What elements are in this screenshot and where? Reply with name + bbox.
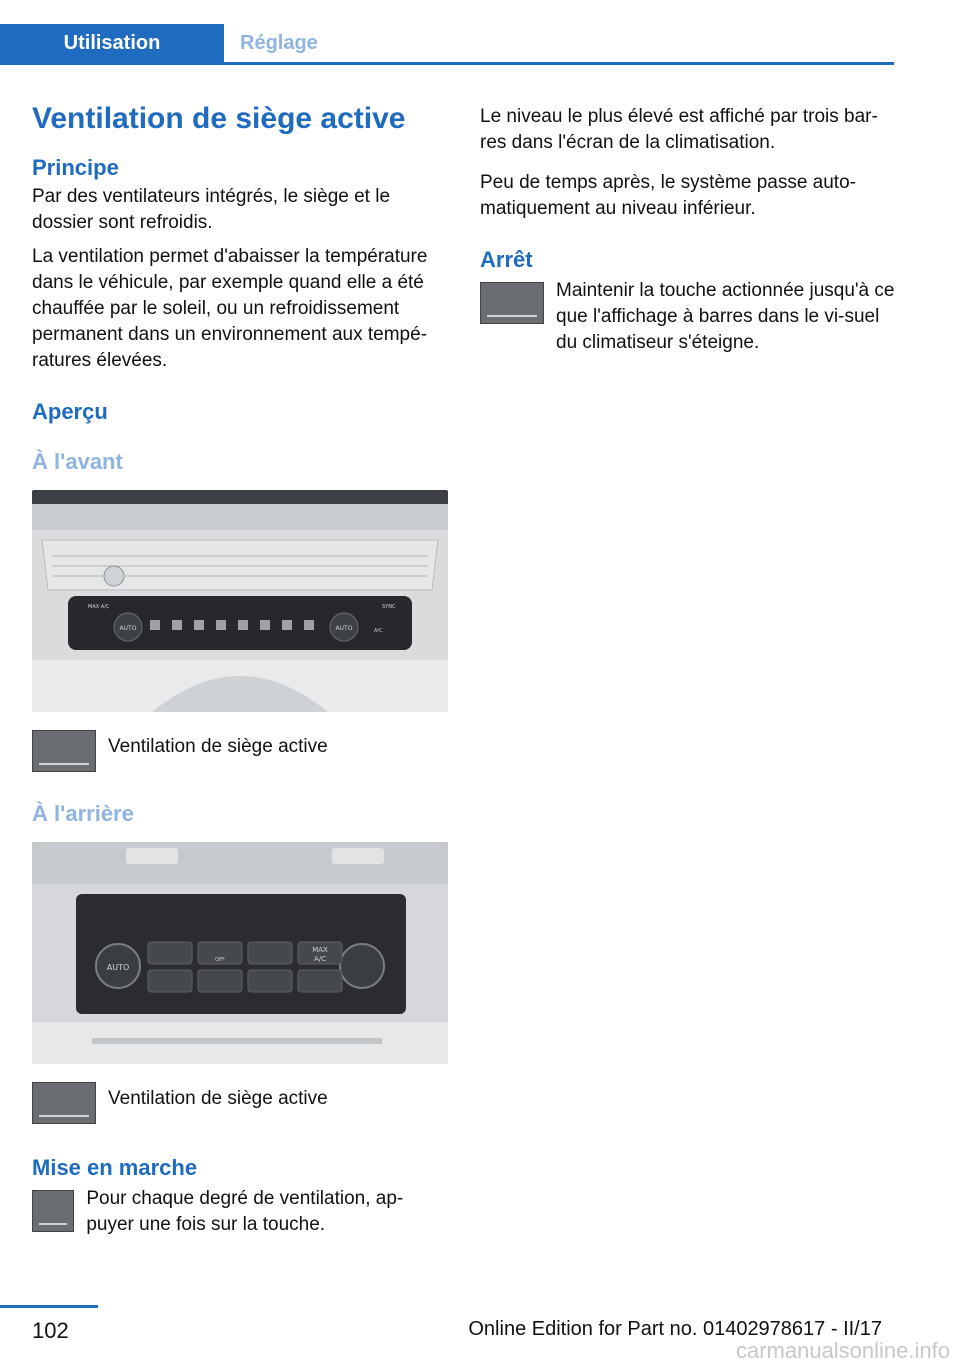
front-auto-left-label: AUTO	[119, 625, 137, 632]
seat-ventilation-icon	[32, 730, 96, 772]
arriere-heading: À l'arrière	[32, 801, 134, 826]
rear-ac-label: A/C	[313, 955, 327, 963]
front-climate-panel-photo	[32, 490, 448, 712]
tab-utilisation[interactable]: Utilisation	[0, 24, 224, 62]
page-title: Ventilation de siège active	[32, 102, 406, 135]
seat-ventilation-icon	[32, 1190, 74, 1232]
marche-text: Pour chaque degré de ventilation, ap-puyer une fois sur la touche.	[86, 1188, 404, 1235]
front-auto-right-label: AUTO	[335, 625, 353, 632]
front-sync-label: SYNC	[382, 604, 396, 610]
marche-icon-row	[32, 1190, 448, 1238]
mise-en-marche-heading: Mise en marche	[32, 1155, 198, 1180]
arret-text: Maintenir la touche actionnée jusqu'à ce que l'affichage à barres dans le vi-suel du climatiseur s'éteigne.	[556, 280, 895, 353]
header-tabbar	[0, 24, 894, 65]
page-number: 102	[32, 1318, 69, 1343]
rear-icon-label: Ventilation de siège active	[108, 1088, 328, 1109]
watermark: carmanualsonline.info	[735, 1338, 950, 1363]
rear-off-label: OFF	[215, 957, 225, 963]
tab-reglage[interactable]: Réglage	[240, 32, 318, 54]
edition-label: Online Edition for Part no. 01402978617 - II/17	[468, 1318, 882, 1340]
avant-heading: À l'avant	[32, 449, 123, 474]
footer-rule	[0, 1305, 98, 1308]
principe-heading: Principe	[32, 155, 119, 180]
front-icon-label: Ventilation de siège active	[108, 736, 328, 757]
front-max-label: MAX A/C	[88, 604, 110, 610]
rear-climate-panel-photo	[32, 842, 448, 1064]
seat-ventilation-icon	[480, 282, 544, 324]
principe-paragraph-2: La ventilation permet d'abaisser la température dans le véhicule, par exemple quand elle a été chauffée par le soleil, ou un refroidissement permanent dans un environnement aux tempé-ratures élevées.	[32, 246, 428, 371]
rear-max-label: MAX	[312, 946, 328, 954]
front-icon-row	[32, 730, 448, 772]
apercu-heading: Aperçu	[32, 399, 108, 424]
arret-heading: Arrêt	[480, 247, 533, 272]
rear-auto-label: AUTO	[106, 963, 130, 972]
rear-icon-row	[32, 1082, 448, 1124]
right-column	[480, 96, 896, 356]
seat-ventilation-icon	[32, 1082, 96, 1124]
right-paragraph-1: Le niveau le plus élevé est affiché par trois bar-res dans l'écran de la climatisation.	[480, 106, 878, 153]
right-paragraph-2: Peu de temps après, le système passe auto-matiquement au niveau inférieur.	[480, 172, 856, 219]
front-ac-label: A/C	[374, 628, 383, 634]
principe-paragraph-1: Par des ventilateurs intégrés, le siège et le dossier sont refroidis.	[32, 186, 391, 233]
arret-icon-row	[480, 282, 896, 356]
left-column	[32, 96, 448, 1238]
